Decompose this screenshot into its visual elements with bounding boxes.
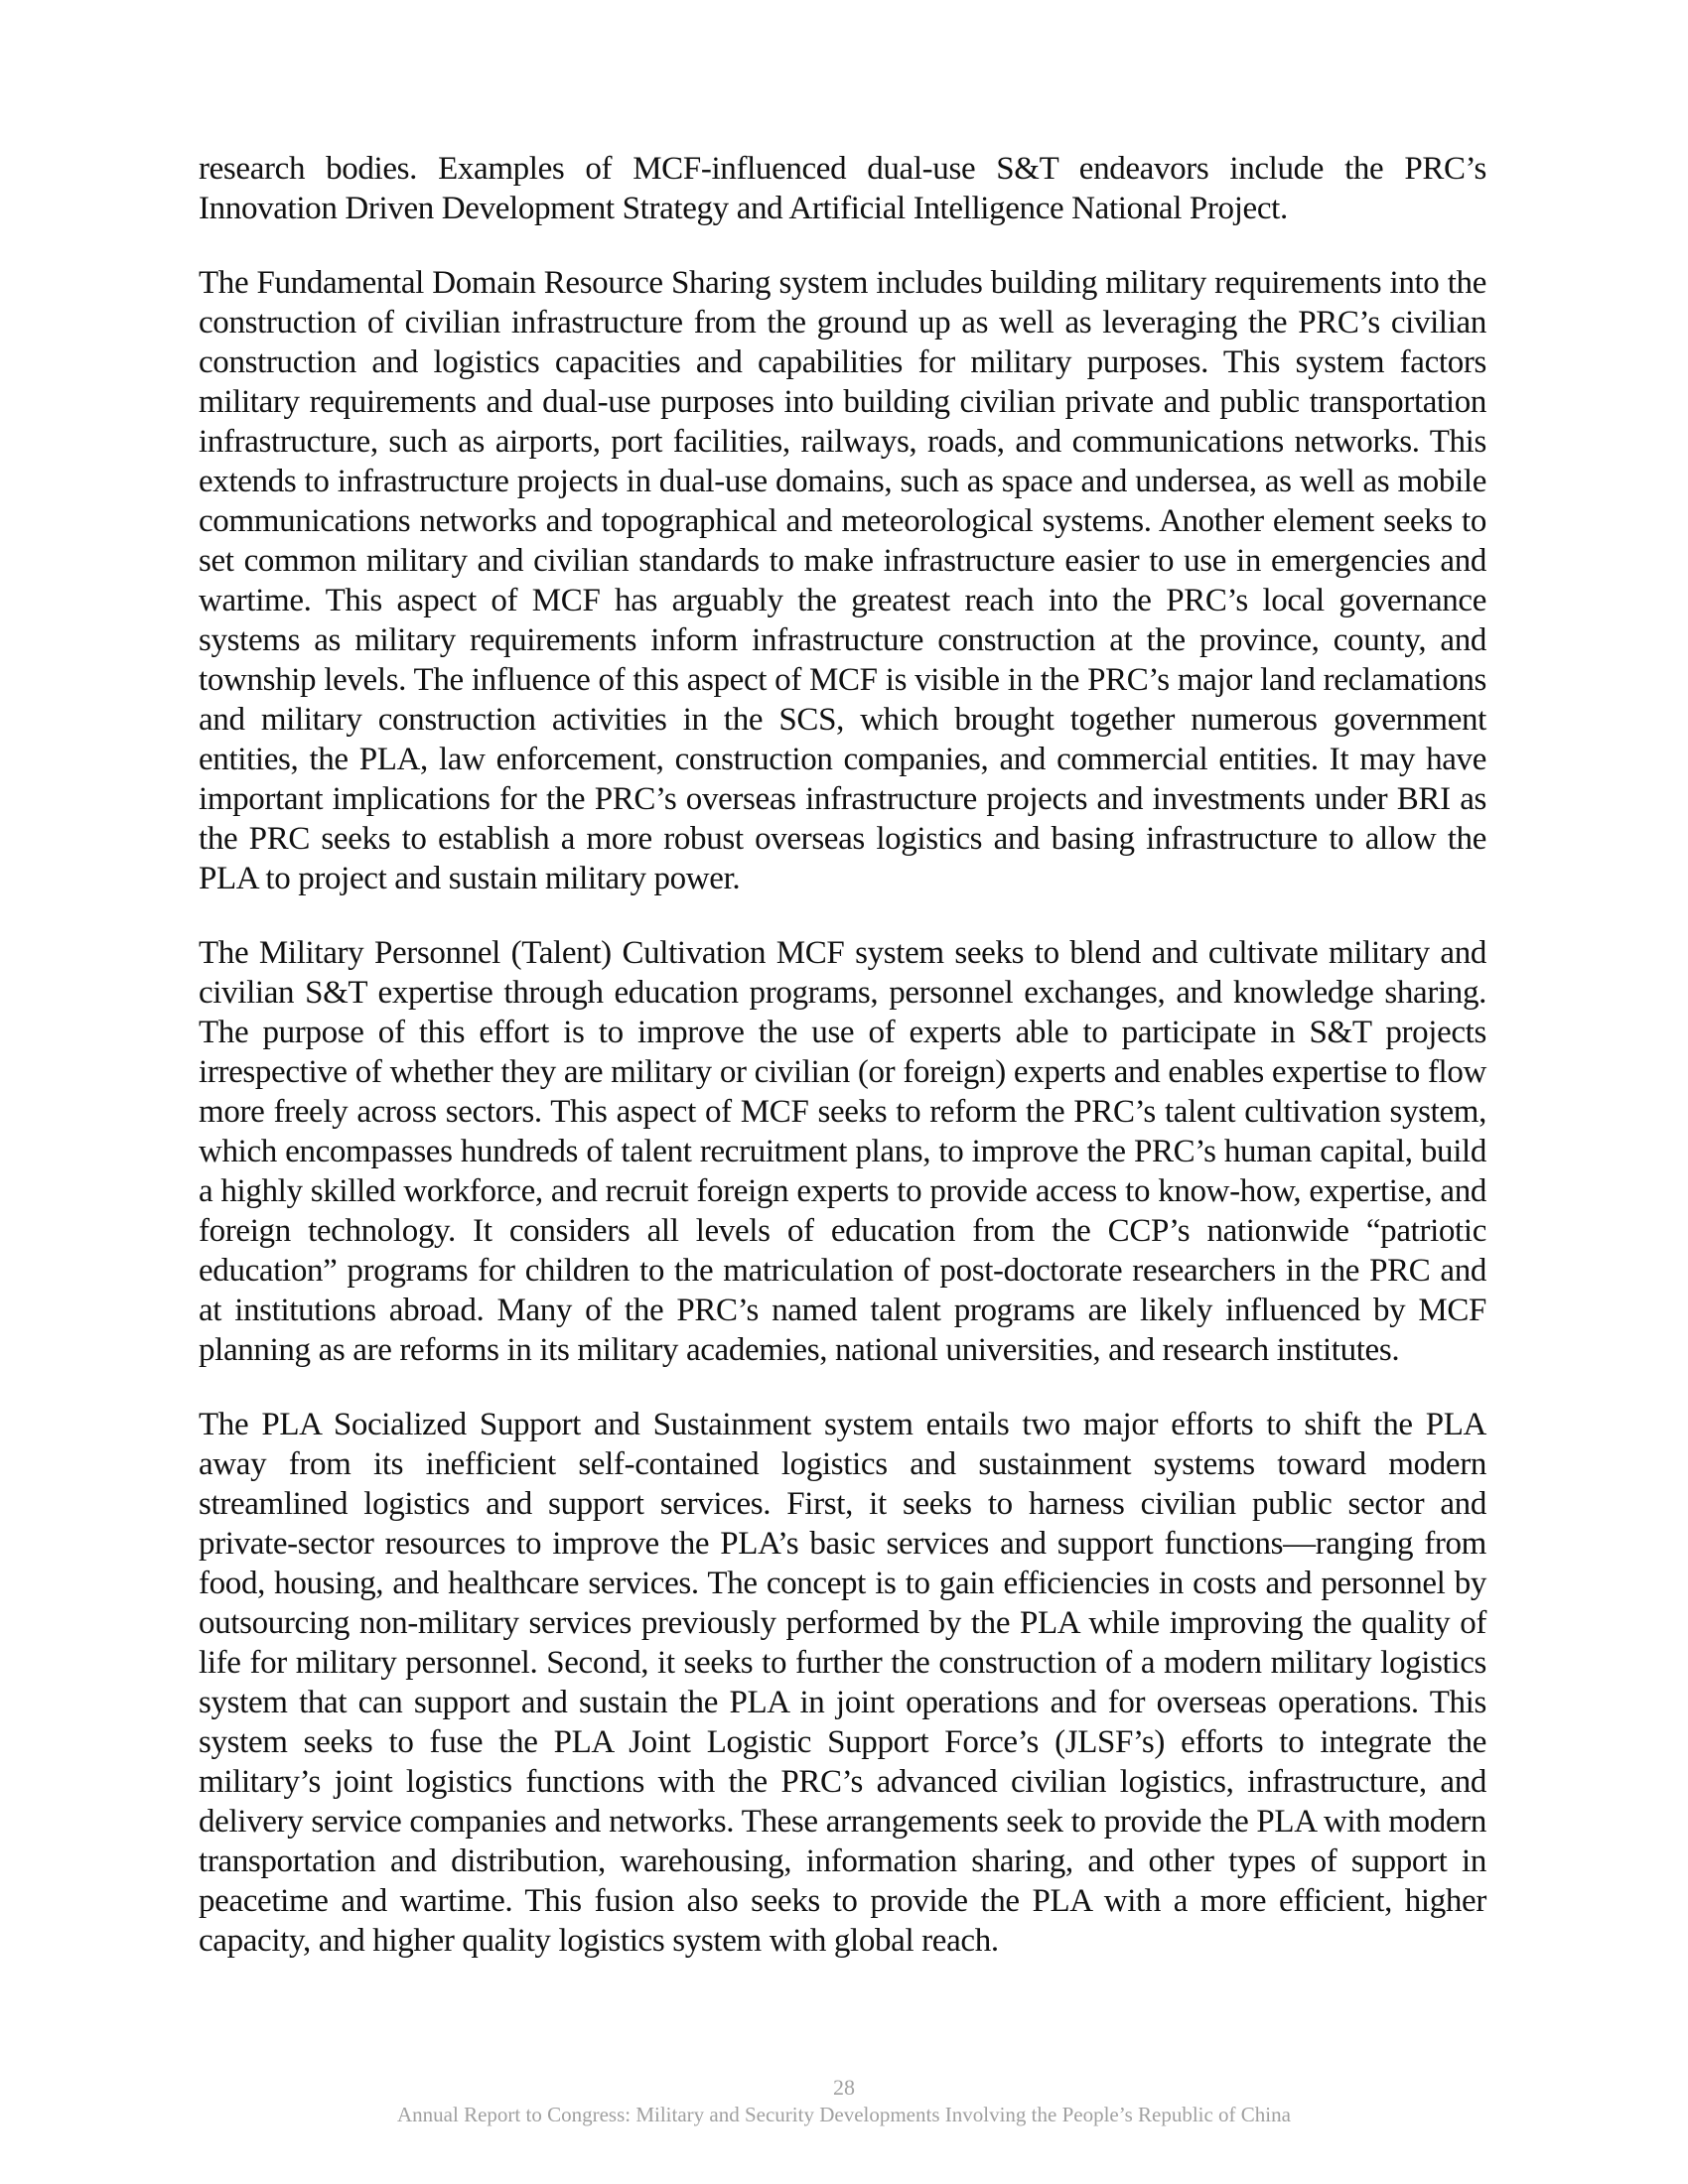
paragraph-fundamental-domain-resource-sharing: The Fundamental Domain Resource Sharing system includes building military requirements into the construction of civilian infrastructure from the ground up as well as leveraging the PRC’s civilian construction and logistics capacities and capabilities for military purposes. This system factors military requirements and dual-use purposes into building civilian private and public transportation infrastructure, such as airports, port facilities, railways, roads, and communications networks. This extends to infrastructure projects in dual-use domains, such as space and undersea, as well as mobile communications networks and topographical and meteorological systems. Another element seeks to set common military and civilian standards to make infrastructure easier to use in emergencies and wartime. This aspect of MCF has arguably the greatest reach into the PRC’s local governance systems as military requirements inform infrastructure construction at the province, county, and township levels. The influence of this aspect of MCF is visible in the PRC’s major land reclamations and military construction activities in the SCS, which brought together numerous government entities, the PLA, law enforcement, construction companies, and commercial entities. It may have important implications for the PRC’s overseas infrastructure projects and investments under BRI as the PRC seeks to establish a more robust overseas logistics and basing infrastructure to allow the PLA to project and sustain military power. [199,265,1486,896]
paragraph-military-personnel-talent-cultivation: The Military Personnel (Talent) Cultivation MCF system seeks to blend and cultivate military and civilian S&T expertise through education programs, personnel exchanges, and knowledge sharing. The purpose of this effort is to improve the use of experts able to participate in S&T projects irrespective of whether they are military or civilian (or foreign) experts and enables expertise to flow more freely across sectors. This aspect of MCF seeks to reform the PRC’s talent cultivation system, which encompasses hundreds of talent recruitment plans, to improve the PRC’s human capital, build a highly skilled workforce, and recruit foreign experts to provide access to know-how, expertise, and foreign technology. It considers all levels of education from the CCP’s nationwide “patriotic education” programs for children to the matriculation of post-doctorate researchers in the PRC and at institutions abroad. Many of the PRC’s named talent programs are likely influenced by MCF planning as are reforms in its military academies, national universities, and research institutes. [199,935,1486,1368]
paragraph-pla-socialized-support: The PLA Socialized Support and Sustainment system entails two major efforts to shift the PLA away from its inefficient self-contained logistics and sustainment systems toward modern streamlined logistics and support services. First, it seeks to harness civilian public sector and private-sector resources to improve the PLA’s basic services and support functions—ranging from food, housing, and healthcare services. The concept is to gain efficiencies in costs and personnel by outsourcing non-military services previously performed by the PLA while improving the quality of life for military personnel. Second, it seeks to further the construction of a modern military logistics system that can support and sustain the PLA in joint operations and for overseas operations. This system seeks to fuse the PLA Joint Logistic Support Force’s (JLSF’s) efforts to integrate the military’s joint logistics functions with the PRC’s advanced civilian logistics, infrastructure, and delivery service companies and networks. These arrangements seek to provide the PLA with modern transportation and distribution, warehousing, information sharing, and other types of support in peacetime and wartime. This fusion also seeks to provide the PLA with a more efficient, higher capacity, and higher quality logistics system with global reach. [199,1407,1486,1959]
page-number: 28 [833,2075,855,2100]
footer-title: Annual Report to Congress: Military and Security Developments Involving the People’s Republic of China [397,2103,1291,2126]
paragraph-research-bodies: research bodies. Examples of MCF-influenced dual-use S&T endeavors include the PRC’s Innovation Driven Development Strategy and Artificial Intelligence National Project. [199,151,1486,226]
body-text [199,149,1486,1995]
